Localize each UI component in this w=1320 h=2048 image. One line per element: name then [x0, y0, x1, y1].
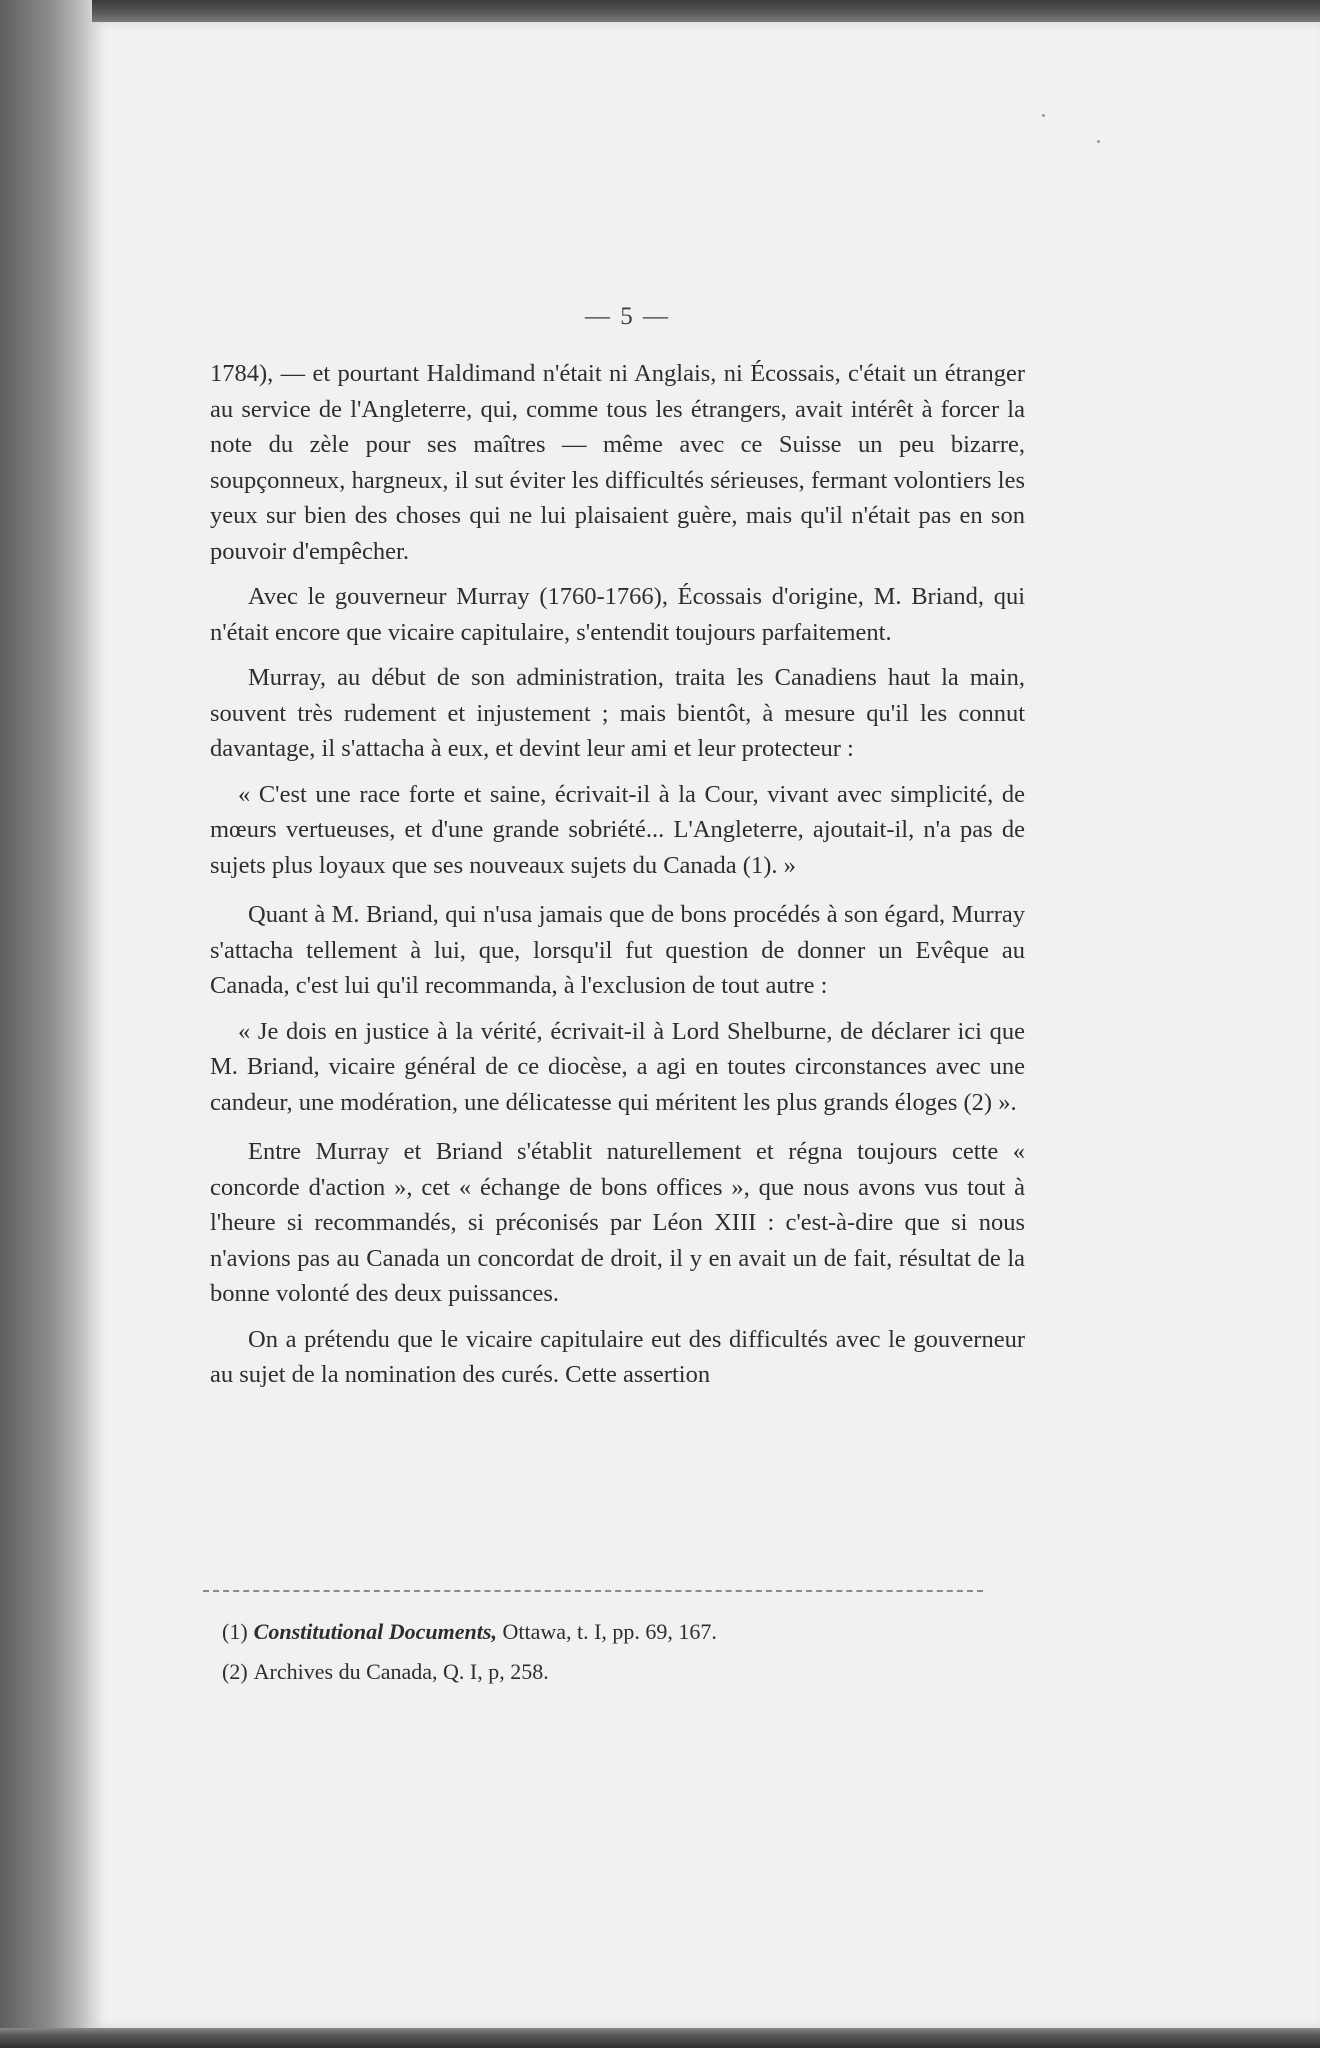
footnote-separator	[203, 1590, 983, 1592]
footnote-2	[222, 1652, 1022, 1692]
paragraph: Avec le gouverneur Murray (1760-1766), Écossais d'origine, M. Briand, qui n'était encore que vicaire capitulaire, s'entendit toujours parfaitement.	[210, 583, 1025, 646]
quotation: « C'est une race forte et saine, écrivait-il à la Cour, vivant avec simplicité, de mœurs vertueuses, et d'une grande sobriété... L'Angleterre, ajoutait-il, n'a pas de sujets plus loyaux que ses nouveaux sujets du Canada (1). »	[210, 780, 1025, 879]
paper-speck	[1097, 140, 1100, 143]
paper-speck	[1042, 114, 1045, 117]
footnote-reference: Ottawa, t. I, pp. 69, 167.	[496, 1619, 717, 1644]
footnote-reference: Archives du Canada, Q. I, p, 258.	[253, 1659, 549, 1684]
body-text	[210, 356, 1025, 1403]
scan-left-edge	[0, 0, 92, 2048]
scan-bottom-edge	[0, 2028, 1320, 2048]
footnote-source-title: Constitutional Documents,	[253, 1619, 497, 1644]
paragraph: On a prétendu que le vicaire capitulaire eut des difficultés avec le gouverneur au sujet de la nomination des curés. Cette assertion	[210, 1325, 1025, 1388]
footnotes	[222, 1612, 1022, 1692]
footnote-number: (2)	[222, 1659, 248, 1684]
page-number: — 5 —	[585, 303, 670, 330]
paragraph: Murray, au début de son administration, traita les Canadiens haut la main, souvent très rudement et injustement ; mais bientôt, à mesure qu'il les connut davantage, il s'attacha à eux, et devint leur ami et leur protecteur :	[210, 664, 1025, 762]
footnote-number: (1)	[222, 1619, 248, 1644]
paragraph: Quant à M. Briand, qui n'usa jamais que de bons procédés à son égard, Murray s'attacha tellement à lui, que, lorsqu'il fut question de donner un Evêque au Canada, c'est lui qu'il recommanda, à l'exclusion de tout autre :	[210, 901, 1025, 999]
quotation: « Je dois en justice à la vérité, écrivait-il à Lord Shelburne, de déclarer ici que M. Briand, vicaire général de ce diocèse, a agi en toutes circonstances avec une candeur, une modération, une délicatesse qui méritent les plus grands éloges (2) ».	[210, 1017, 1025, 1116]
paragraph: 1784), — et pourtant Haldimand n'était ni Anglais, ni Écossais, c'était un étranger au service de l'Angleterre, qui, comme tous les étrangers, avait intérêt à forcer la note du zèle pour ses maîtres — même avec ce Suisse un peu bizarre, soupçonneux, hargneux, il sut éviter les difficultés sérieuses, fermant volontiers les yeux sur bien des choses qui ne lui plaisaient guère, mais qu'il n'était pas en son pouvoir d'empêcher.	[210, 360, 1025, 565]
scan-top-edge	[0, 0, 1320, 22]
paragraph: Entre Murray et Briand s'établit naturellement et régna toujours cette « concorde d'action », cet « échange de bons offices », que nous avons vus tout à l'heure si recommandés, si préconisés par Léon XIII : c'est-à-dire que si nous n'avions pas au Canada un concordat de droit, il y en avait un de fait, résultat de la bonne volonté des deux puissances.	[210, 1138, 1025, 1307]
footnote-1	[222, 1612, 1022, 1652]
